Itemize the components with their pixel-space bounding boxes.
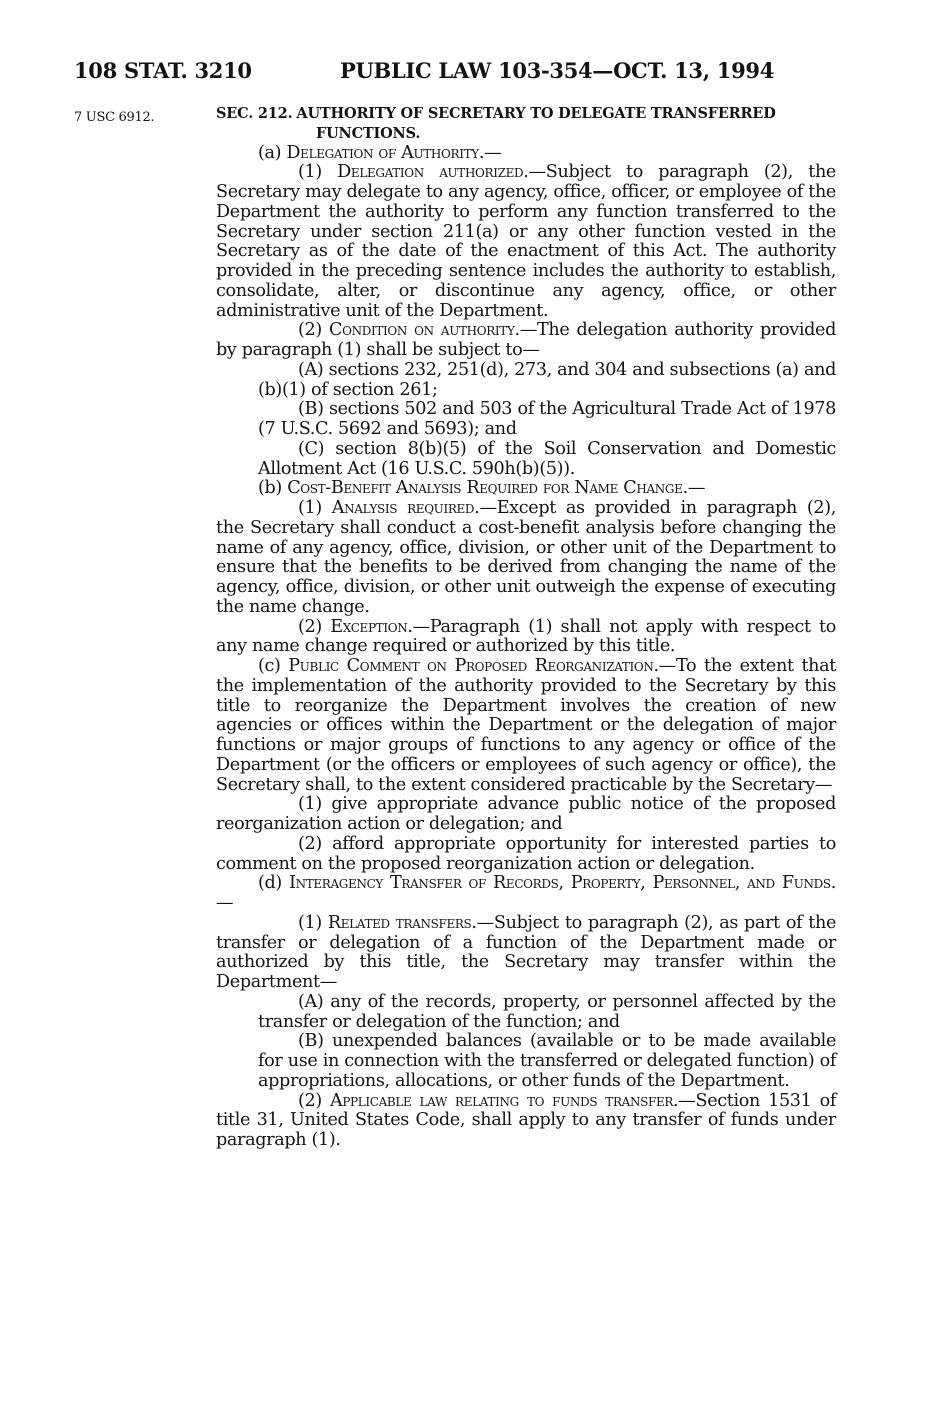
- subparagraph-d1-A: (A) any of the records, property, or personnel affected by the transfer or delegation of the function; and: [258, 991, 836, 1032]
- section-title-continued: FUNCTIONS.: [316, 124, 421, 142]
- paragraph-d2-funds-transfer: (2) Applicable law relating to funds transfer.—Section 1531 of title 31, United States Code, shall apply to any transfer of funds under paragraph (1).: [216, 1090, 836, 1150]
- paragraph-b2-exception: (2) Exception.—Paragraph (1) shall not apply with respect to any name change required or authorized by this title.: [216, 616, 836, 657]
- paragraph-a2-condition-on-authority: (2) Condition on authority.—The delegation authority provided by paragraph (1) shall be subject to—: [216, 320, 836, 360]
- subparagraph-d1-B: (B) unexpended balances (available or to be made available for use in connection with the transferred or delegated function) of appropriations, allocations, or other funds of the Department.: [258, 1031, 837, 1091]
- public-law-title: PUBLIC LAW 103-354—OCT. 13, 1994: [340, 58, 775, 83]
- subsection-b-heading: (b) Cost-Benefit Analysis Required for Name Change.—: [258, 478, 706, 499]
- statute-page-reference: 108 STAT. 3210: [74, 58, 252, 83]
- paragraph-c1: (1) give appropriate advance public notice of the proposed reorganization action or delegation; and: [216, 794, 836, 834]
- paragraph-c2: (2) afford appropriate opportunity for interested parties to comment on the proposed reorganization action or delegation.: [216, 833, 836, 874]
- subsection-c-public-comment: (c) Public Comment on Proposed Reorganization.—To the extent that the implementation of the authority provided to the Secretary by this title to reorganize the Department involves the creation of new agencies or offices within the Department or the delegation of major functions or major groups of functions to any agency or office of the Department (or the officers or employees of such agency or office), the Secretary shall, to the extent considered practicable by the Secretary—: [216, 656, 837, 795]
- paragraph-b1-analysis-required: (1) Analysis required.—Except as provided in paragraph (2), the Secretary shall conduct a cost-benefit analysis before changing the name of any agency, office, division, or other unit of the Department to ensure that the benefits to be derived from changing the name of the agency, office, division, or other unit outweigh the expense of executing the name change.: [216, 498, 836, 617]
- subsection-d-heading: (d) Interagency Transfer of Records, Property, Personnel, and Funds.—: [216, 873, 837, 913]
- subsection-a-heading: (a) Delegation of Authority.—: [258, 142, 502, 163]
- section-number: SEC. 212.: [216, 105, 293, 122]
- margin-note-usc: 7 USC 6912.: [74, 110, 155, 125]
- paragraph-a1-delegation-authorized: (1) Delegation authorized.—Subject to paragraph (2), the Secretary may delegate to any agency, office, officer, or employee of the Department the authority to perform any function transferred to the Secretary under section 211(a) or any other function vested in the Secretary as of the date of the enactment of this Act. The authority provided in the preceding sentence includes the authority to establish, consolidate, alter, or discontinue any agency, office, or other administrative unit of the Department.: [216, 162, 836, 321]
- section-title: AUTHORITY OF SECRETARY TO DELEGATE TRANSFERRED: [296, 105, 776, 122]
- section-heading: [216, 104, 836, 144]
- subparagraph-a2-C: (C) section 8(b)(5) of the Soil Conservation and Domestic Allotment Act (16 U.S.C. 590h(b)(5)).: [258, 438, 836, 479]
- subparagraph-a2-A: (A) sections 232, 251(d), 273, and 304 and subsections (a) and (b)(1) of section 261;: [258, 359, 836, 400]
- paragraph-d1-related-transfers: (1) Related transfers.—Subject to paragraph (2), as part of the transfer or delegation of a function of the Department made or authorized by this title, the Secretary may transfer within the Department—: [216, 912, 837, 992]
- running-header: [74, 58, 854, 88]
- section-body: [216, 104, 836, 1151]
- subparagraph-a2-B: (B) sections 502 and 503 of the Agricultural Trade Act of 1978 (7 U.S.C. 5692 and 5693); and: [258, 399, 836, 439]
